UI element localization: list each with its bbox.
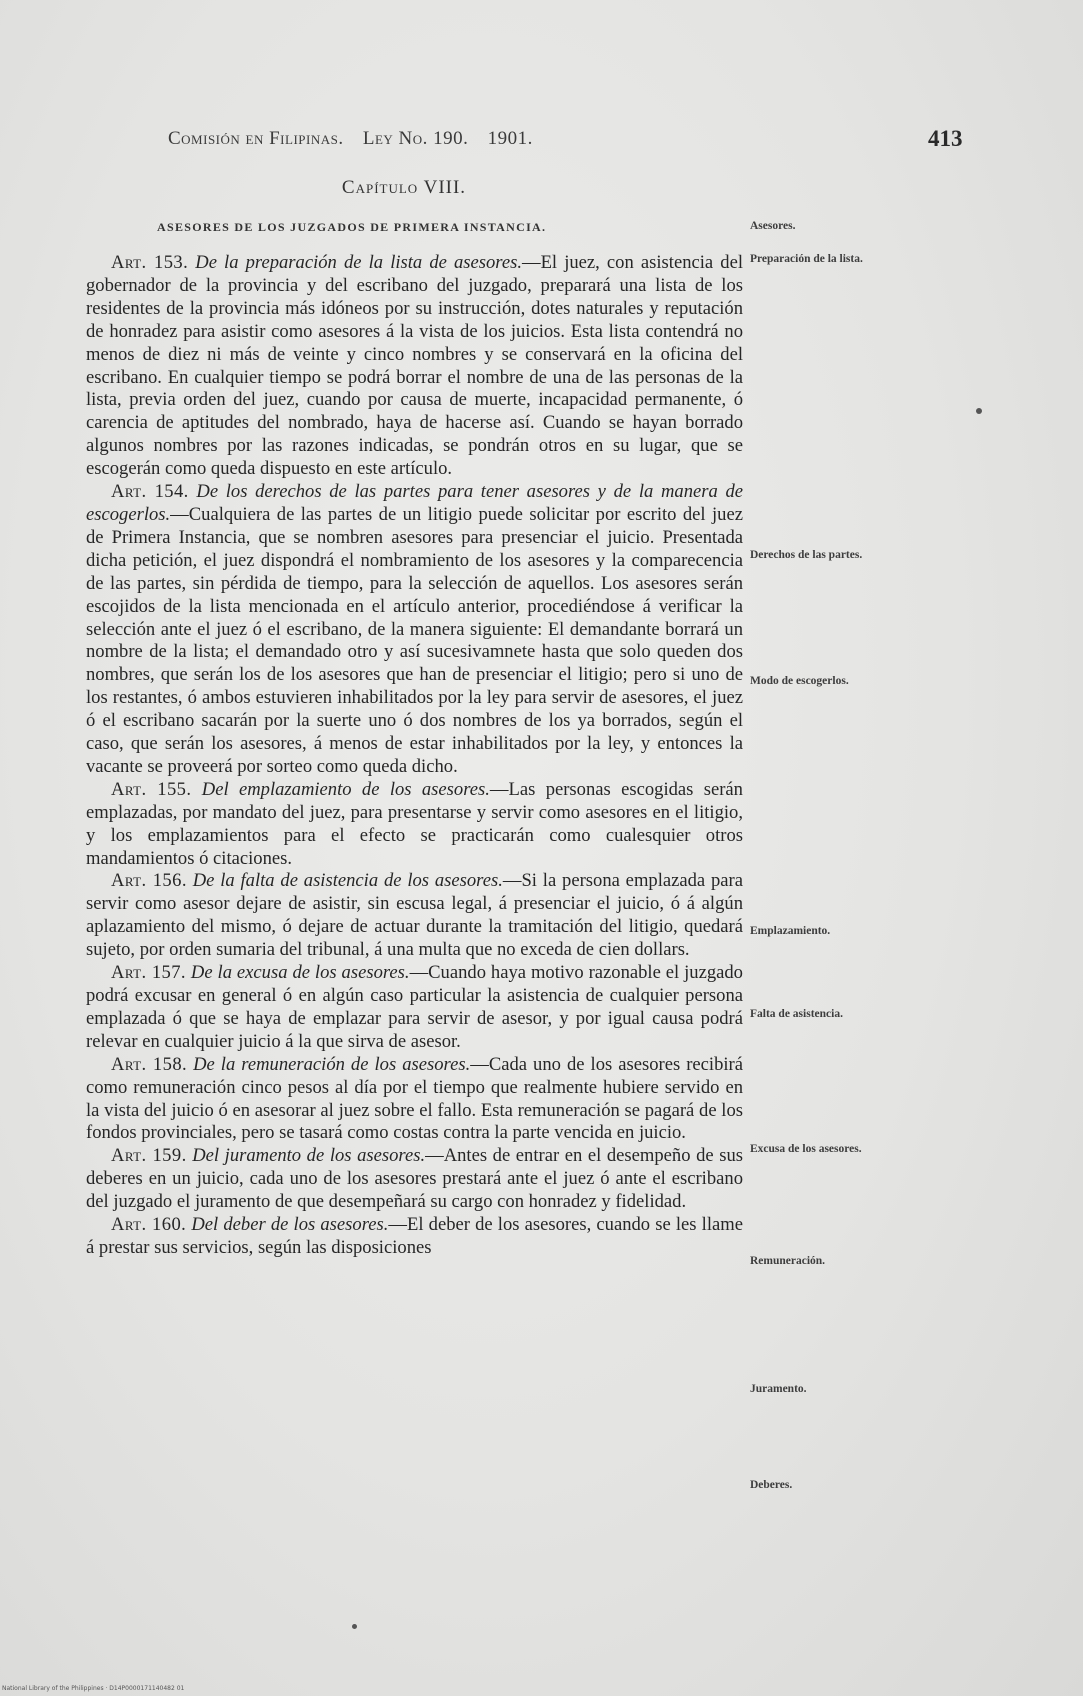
- article-number: Art. 158.: [111, 1053, 188, 1075]
- article-number: Art. 154.: [111, 481, 189, 503]
- article-156: [86, 870, 743, 962]
- article-number: Art. 156.: [111, 870, 187, 892]
- article-text: —Antes de entrar en el desempeño de sus deberes en un juicio, cada uno de los asesores prestará ante el juez ó ante el escribano del juzgado el juramento de que desempeñará su cargo con honradez y fidelidad.: [86, 1145, 743, 1213]
- article-text: —Cuando haya motivo razonable el juzgado podrá excusar en general ó en algún caso particular la asistencia de cualquier persona emplazada ó que se haya de emplazar para servir de asesor, y por igual causa podrá relevar en cualquier juicio á la que sirva de asesor.: [86, 962, 743, 1052]
- ink-speck: [352, 1624, 357, 1629]
- article-160: [86, 1214, 743, 1260]
- article-text: —Las personas escogidas serán emplazadas, por mandato del juez, para presentarse y servir como asesores en el litigio, y los emplazamientos para el efecto se practicarán como cualesquier otros mandamientos ó citaciones.: [86, 778, 743, 869]
- page-number: 413: [928, 126, 963, 151]
- article-title: De la preparación de la lista de asesores.: [195, 252, 522, 273]
- ink-speck: [976, 408, 982, 414]
- article-157: [86, 962, 743, 1054]
- article-text: —Cada uno de los asesores recibirá como remuneración cinco pesos al día por el tiempo que realmente hubiere servido en la vista del juicio ó en asesorar al juez sobre el fallo. Esta remuneración se pagará de los fondos provinciales, pero se tasará como costas contra la parte vencida en juicio.: [86, 1053, 744, 1144]
- article-title: De la excusa de los asesores.: [190, 962, 410, 984]
- margin-note-falta: Falta de asistencia.: [750, 1008, 843, 1020]
- article-158: [86, 1054, 743, 1146]
- body-text: [86, 252, 743, 1260]
- running-head: [168, 128, 547, 150]
- article-text: —El juez, con asistencia del gobernador de la provincia y del escribano del juzgado, preparará una lista de los residentes de la provincia más idóneos por su instrucción, dotes naturales y reputación de honradez para asistir como asesores á la vista de los juicios. Esta lista contendrá no menos de diez ni más de veinte y cinco nombres y se conservará en la oficina del escribano. En cualquier tiempo se podrá borrar el nombre de una de las personas de la lista, previa orden del juez, cuando por causa de muerte, incapacidad permanente, ó carencia de aptitudes del nombrado, haya de hacerse así. Cuando se hayan borrado algunos nombres por las razones indicadas, se pondrán otros en su lugar, que se escogerán como queda dispuesto en este artículo.: [86, 252, 743, 480]
- library-credit: National Library of the Philippines · D14P0000171140482 01: [2, 1685, 185, 1692]
- margin-note-modo: Modo de escogerlos.: [750, 675, 849, 687]
- article-number: Art. 155.: [111, 778, 192, 800]
- article-number: Art. 159.: [111, 1145, 187, 1167]
- article-text: —Cualquiera de las partes de un litigio puede solicitar por escrito del juez de Primera Instancia, que se nombren asesores para presenciar el juicio. Presentada dicha petición, el juez dispondrá el nombramiento de los asesores y la comparecencia de las partes, sin pérdida de tiempo, para la selección de aquellos. Los asesores serán escojidos de la lista mencionada en el artículo anterior, procediéndose á verificar la selección ante el juez ó el escribano, de la manera siguiente: El demandante borrará un nombre de la lista; el demandado otro y así sucesivamnete hasta que solo queden dos nombres, que serán los de los asesores que han de presenciar el litigio; pero si uno de los restantes, ó ambos estuvieren inhabilitados por la ley para servir de asesores, el juez ó el escribano sacarán por la suerte uno ó dos nombres de los ya borrados, según el caso, que serán los asesores, á menos de estar inhabilitados por la ley, y entonces la vacante se proveerá por sorteo como queda dicho.: [86, 503, 743, 777]
- running-title-commission: Comisión en Filipinas.: [168, 128, 344, 149]
- article-title: De la remuneración de los asesores.: [193, 1053, 471, 1075]
- article-153: [86, 252, 743, 481]
- chapter-title: Capítulo VIII.: [341, 177, 467, 198]
- margin-note-juramento: Juramento.: [750, 1383, 807, 1395]
- running-title-law: Ley No. 190.: [362, 128, 469, 149]
- article-title: Del juramento de los asesores.: [192, 1145, 426, 1167]
- article-text: —El deber de los asesores, cuando se les llame á prestar sus servicios, según las disposiciones: [86, 1214, 743, 1258]
- margin-note-deberes: Deberes.: [750, 1479, 793, 1491]
- margin-note-derechos: Derechos de las partes.: [750, 549, 863, 561]
- article-number: Art. 153.: [111, 252, 189, 273]
- article-159: [86, 1145, 743, 1214]
- margin-note-asesores: Asesores.: [750, 220, 796, 232]
- article-number: Art. 160.: [111, 1214, 187, 1236]
- running-title-year: 1901.: [487, 128, 533, 149]
- margin-note-emplazamiento: Emplazamiento.: [750, 925, 831, 937]
- article-title: Del emplazamiento de los asesores.: [201, 778, 490, 800]
- margin-note-preparacion: Preparación de la lista.: [750, 253, 863, 265]
- margin-note-excusa: Excusa de los asesores.: [750, 1143, 862, 1155]
- article-text: —Si la persona emplazada para servir como asesor dejare de asistir, sin escusa legal, á presenciar el juicio, ó á algún aplazamiento del mismo, ó dejare de actuar durante la tramitación del litigio, quedará sujeto, por orden sumaria del tribunal, á una multa que no exceda de cien dollars.: [86, 870, 743, 961]
- article-title: Del deber de los asesores.: [191, 1214, 389, 1236]
- margin-note-remuneracion: Remuneración.: [750, 1255, 826, 1267]
- article-title: De la falta de asistencia de los asesores.: [192, 870, 503, 892]
- article-number: Art. 157.: [111, 962, 186, 984]
- section-heading: ASESORES DE LOS JUZGADOS DE PRIMERA INSTANCIA.: [157, 220, 547, 234]
- article-155: [86, 779, 743, 871]
- article-154: [86, 481, 743, 779]
- article-title: De los derechos de las partes para tener asesores y de la manera de escogerlos.: [86, 481, 743, 525]
